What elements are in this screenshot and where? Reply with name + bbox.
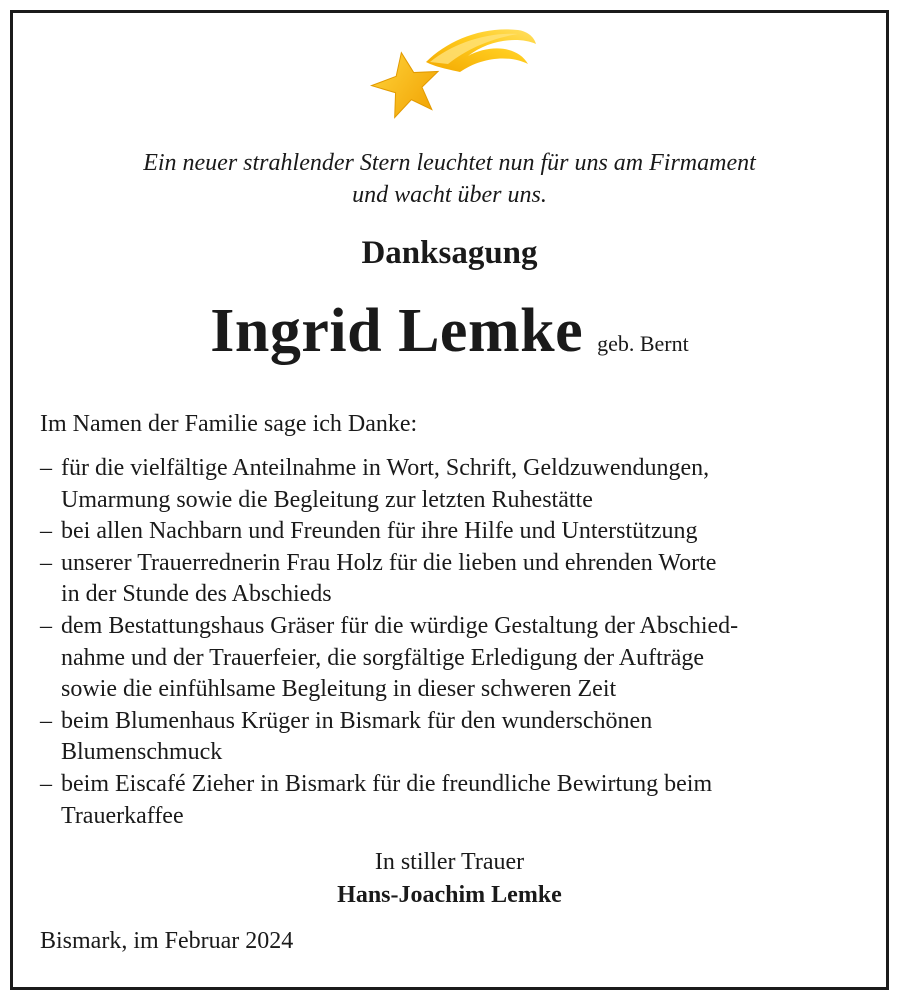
list-item-line: in der Stunde des Abschieds bbox=[61, 581, 332, 608]
list-item bbox=[40, 706, 870, 769]
list-item bbox=[40, 516, 870, 548]
dash-bullet: – bbox=[40, 518, 52, 545]
dash-bullet: – bbox=[40, 707, 52, 734]
motto-line-1: Ein neuer strahlender Stern leuchtet nun für uns am Firmament bbox=[143, 150, 756, 176]
list-item-line: nahme und der Trauerfeier, die sorgfältige Erledigung der Aufträge bbox=[61, 644, 705, 671]
list-item bbox=[40, 548, 870, 611]
thanks-list bbox=[40, 453, 870, 832]
list-item-line: Trauerkaffee bbox=[61, 802, 184, 829]
deceased-name-line bbox=[0, 296, 899, 367]
page-title: Danksagung bbox=[361, 235, 538, 271]
list-item-line: unserer Trauerrednerin Frau Holz für die lieben und ehrenden Worte bbox=[61, 549, 717, 576]
list-item-line: sowie die einfühlsame Begleitung in dieser schweren Zeit bbox=[61, 676, 617, 703]
dash-bullet: – bbox=[40, 612, 52, 639]
list-item-line: dem Bestattungshaus Gräser für die würdige Gestaltung der Abschied- bbox=[61, 612, 739, 639]
list-item-line: Umarmung sowie die Begleitung zur letzten Ruhestätte bbox=[61, 486, 593, 513]
list-item-line: beim Blumenhaus Krüger in Bismark für den wunderschönen bbox=[61, 707, 653, 734]
dash-bullet: – bbox=[40, 455, 52, 481]
signer-name: Hans-Joachim Lemke bbox=[337, 882, 562, 908]
dash-bullet: – bbox=[40, 549, 52, 576]
list-item-line: für die vielfältige Anteilnahme in Wort, Schrift, Geldzuwendungen, bbox=[61, 455, 710, 481]
place-date: Bismark, im Februar 2024 bbox=[40, 928, 294, 954]
dash-bullet: – bbox=[40, 770, 52, 797]
list-item bbox=[40, 611, 870, 706]
list-item-line: bei allen Nachbarn und Freunden für ihre Hilfe und Unterstützung bbox=[61, 518, 698, 545]
motto-line-2: und wacht über uns. bbox=[352, 182, 547, 208]
shooting-star-icon bbox=[368, 22, 538, 126]
list-item-line: beim Eiscafé Zieher in Bismark für die freundliche Bewirtung beim bbox=[61, 770, 713, 797]
maiden-name: geb. Bernt bbox=[597, 331, 689, 356]
deceased-name: Ingrid Lemke bbox=[210, 297, 584, 365]
list-item-line: Blumenschmuck bbox=[61, 739, 223, 766]
intro-text: Im Namen der Familie sage ich Danke: bbox=[40, 411, 418, 437]
list-item bbox=[40, 769, 870, 832]
closing-phrase: In stiller Trauer bbox=[374, 849, 525, 875]
list-item bbox=[40, 453, 870, 516]
